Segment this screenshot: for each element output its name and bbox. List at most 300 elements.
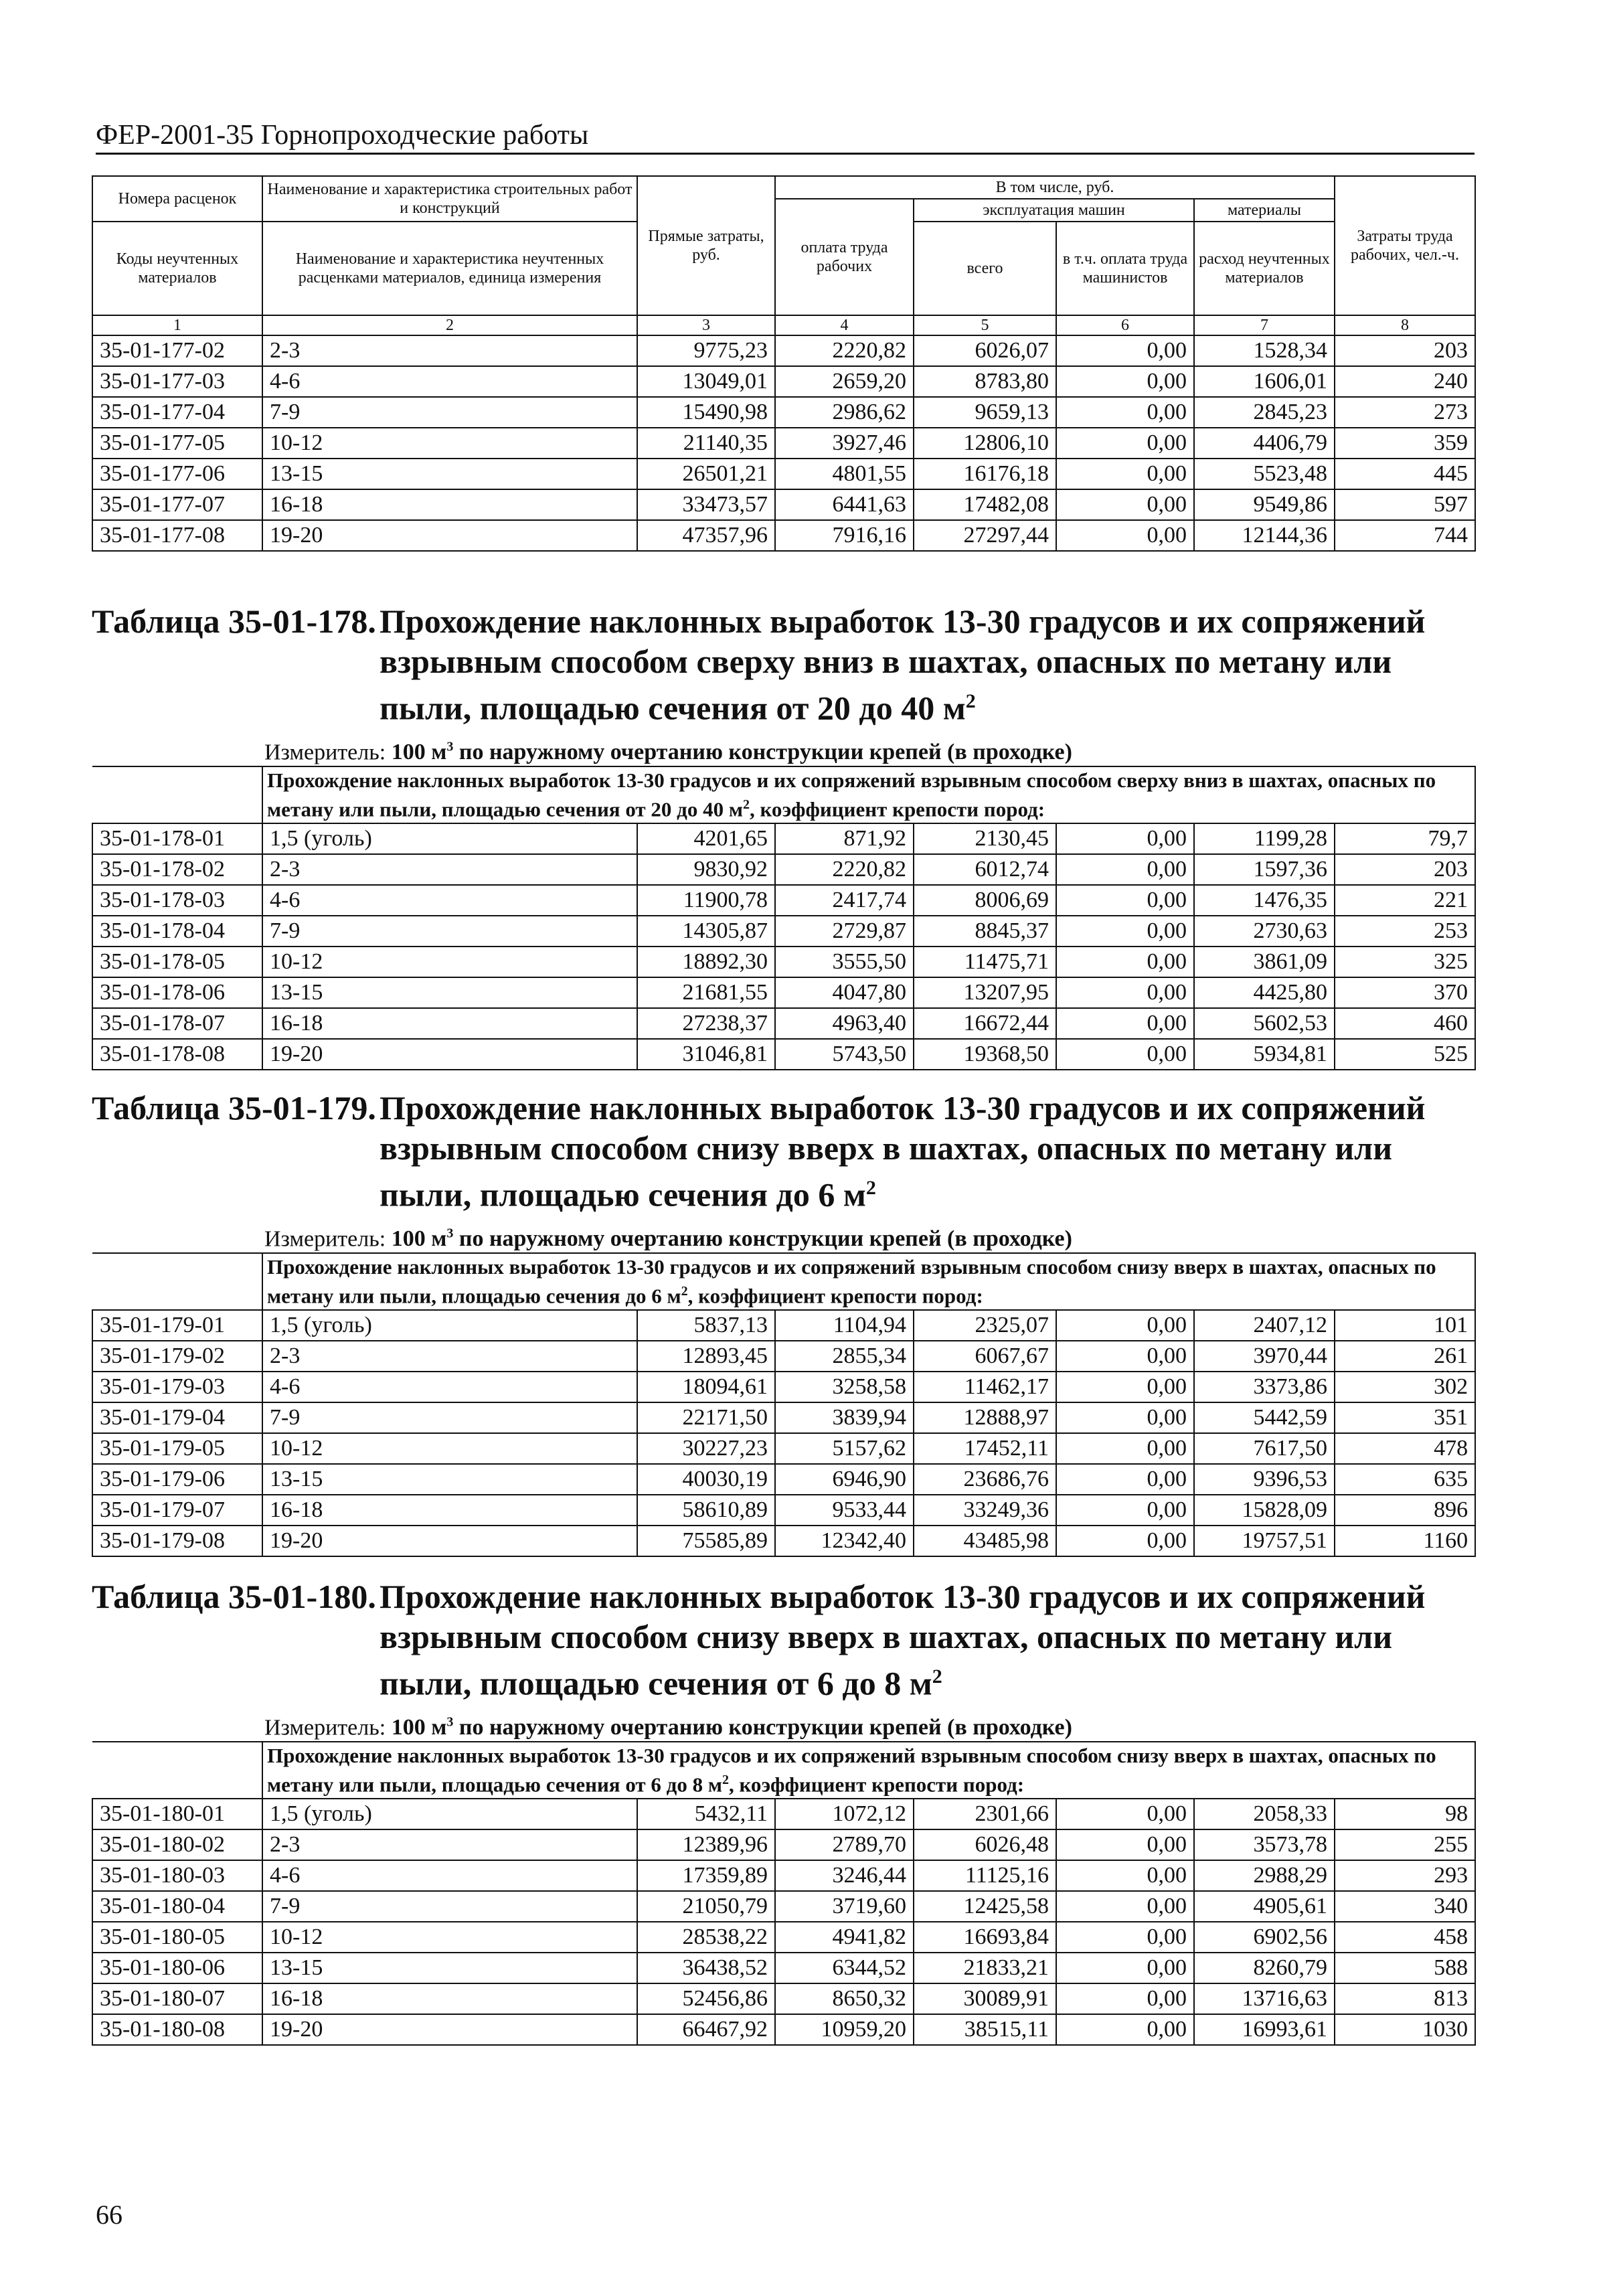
title-line: Прохождение наклонных выработок 13-30 градусов и их сопряжений [380,1089,1426,1127]
hdr-unaccounted-materials: расход неучтенных материалов [1194,222,1335,315]
cost-value: 3373,86 [1194,1372,1335,1402]
rock-hardness: 16-18 [262,489,637,520]
rate-code: 35-01-178-04 [92,916,262,947]
cost-value: 16176,18 [914,459,1056,489]
cost-value: 253 [1335,916,1475,947]
cost-value: 27238,37 [637,1008,775,1039]
cost-value: 0,00 [1056,1433,1194,1464]
cost-value: 1030 [1335,2014,1475,2045]
rate-code: 35-01-177-06 [92,459,262,489]
rate-code: 35-01-179-06 [92,1464,262,1495]
title-sup: 2 [932,1665,942,1688]
cost-value: 0,00 [1056,335,1194,366]
meter-value: 100 м [391,739,447,764]
cost-value: 17482,08 [914,489,1056,520]
table-row [92,2014,1475,2045]
colnum: 7 [1194,315,1335,335]
rate-code: 35-01-180-08 [92,2014,262,2045]
cost-value: 0,00 [1056,885,1194,916]
rate-code: 35-01-177-02 [92,335,262,366]
cost-value: 9549,86 [1194,489,1335,520]
rock-hardness: 19-20 [262,1039,637,1070]
cost-value: 12893,45 [637,1341,775,1372]
rock-hardness: 1,5 (уголь) [262,1799,637,1829]
rock-hardness: 13-15 [262,977,637,1008]
rate-code: 35-01-179-07 [92,1495,262,1526]
title-line: взрывным способом снизу вверх в шахтах, опасных по метану или [380,1618,1393,1655]
cost-value: 458 [1335,1922,1475,1953]
cost-value: 0,00 [1056,1526,1194,1556]
rock-hardness: 4-6 [262,1860,637,1891]
cost-value: 8260,79 [1194,1953,1335,1983]
cost-value: 7617,50 [1194,1433,1335,1464]
intro-spacer [92,1253,262,1310]
cost-value: 9659,13 [914,397,1056,428]
rock-hardness: 19-20 [262,1526,637,1556]
cost-value: 203 [1335,335,1475,366]
cost-value: 0,00 [1056,854,1194,885]
data-table [92,1252,1476,1557]
cost-value: 40030,19 [637,1464,775,1495]
rate-code: 35-01-178-07 [92,1008,262,1039]
cost-value: 3861,09 [1194,947,1335,977]
rock-hardness: 4-6 [262,885,637,916]
cost-value: 0,00 [1056,520,1194,551]
rate-code: 35-01-180-05 [92,1922,262,1953]
cost-value: 14305,87 [637,916,775,947]
table-row [92,459,1475,489]
table-row [92,1953,1475,1983]
rate-code: 35-01-179-04 [92,1402,262,1433]
meter-rest: по наружному очертанию конструкции крепей (в проходке) [453,1714,1072,1740]
rock-hardness: 1,5 (уголь) [262,1310,637,1341]
meter-label: Измеритель: [264,739,386,764]
colnum: 8 [1335,315,1475,335]
title-line: Прохождение наклонных выработок 13-30 градусов и их сопряжений [380,1578,1426,1615]
table-intro: Прохождение наклонных выработок 13-30 градусов и их сопряжений взрывным способом снизу вверх в шахтах, опасных по метану или пыли, площадью сечения от 6 до 8 $м^2$, коэффициент крепости пород: [262,1742,1475,1799]
cost-value: 0,00 [1056,977,1194,1008]
cost-value: 2729,87 [775,916,914,947]
cost-value: 11900,78 [637,885,775,916]
cost-value: 4963,40 [775,1008,914,1039]
rate-code: 35-01-178-05 [92,947,262,977]
table-row [92,366,1475,397]
cost-value: 0,00 [1056,947,1194,977]
table-intro: Прохождение наклонных выработок 13-30 градусов и их сопряжений взрывным способом снизу вверх в шахтах, опасных по метану или пыли, площадью сечения до 6 $м^2$, коэффициент крепости пород: [262,1253,1475,1310]
rock-hardness: 7-9 [262,1891,637,1922]
cost-value: 16993,61 [1194,2014,1335,2045]
cost-value: 221 [1335,885,1475,916]
rate-code: 35-01-177-07 [92,489,262,520]
rate-code: 35-01-178-06 [92,977,262,1008]
cost-value: 17452,11 [914,1433,1056,1464]
cost-value: 8783,80 [914,366,1056,397]
cost-value: 273 [1335,397,1475,428]
cost-value: 6441,63 [775,489,914,520]
hdr-machines-total: всего [914,222,1056,315]
cost-value: 0,00 [1056,1464,1194,1495]
cost-value: 9396,53 [1194,1464,1335,1495]
data-table [92,766,1476,1070]
cost-value: 5442,59 [1194,1402,1335,1433]
cost-value: 0,00 [1056,489,1194,520]
cost-value: 19757,51 [1194,1526,1335,1556]
table-35-01-177 [92,175,1475,552]
cost-value: 1528,34 [1194,335,1335,366]
meter-value: 100 м [391,1714,447,1740]
cost-value: 359 [1335,428,1475,459]
cost-value: 1104,94 [775,1310,914,1341]
rate-code: 35-01-179-01 [92,1310,262,1341]
cost-value: 0,00 [1056,823,1194,854]
cost-value: 26501,21 [637,459,775,489]
cost-value: 340 [1335,1891,1475,1922]
colnum: 1 [92,315,262,335]
cost-value: 12389,96 [637,1829,775,1860]
cost-value: 21681,55 [637,977,775,1008]
cost-value: 0,00 [1056,428,1194,459]
rock-hardness: 10-12 [262,428,637,459]
rate-code: 35-01-179-03 [92,1372,262,1402]
table-row [92,854,1475,885]
cost-value: 98 [1335,1799,1475,1829]
cost-value: 597 [1335,489,1475,520]
column-numbers [92,315,1475,335]
cost-value: 11462,17 [914,1372,1056,1402]
section-title [92,1576,1475,1704]
table-row [92,916,1475,947]
meter-sup: 3 [446,1714,454,1730]
cost-value: 1597,36 [1194,854,1335,885]
cost-value: 5934,81 [1194,1039,1335,1070]
meter-value: 100 м [391,1226,447,1251]
rate-code: 35-01-180-07 [92,1983,262,2014]
table-intro: Прохождение наклонных выработок 13-30 градусов и их сопряжений взрывным способом сверху вниз в шахтах, опасных по метану или пыли, площадью сечения от 20 до 40 $м^2$, коэффициент крепости пород: [262,766,1475,823]
table-row [92,1433,1475,1464]
cost-value: 8650,32 [775,1983,914,2014]
hdr-machinists-wage: в т.ч. оплата труда машинистов [1056,222,1194,315]
colnum: 3 [637,315,775,335]
rock-hardness: 10-12 [262,1433,637,1464]
cost-value: 6946,90 [775,1464,914,1495]
cost-value: 2058,33 [1194,1799,1335,1829]
cost-value: 11475,71 [914,947,1056,977]
rate-code: 35-01-178-01 [92,823,262,854]
rock-hardness: 2-3 [262,1341,637,1372]
cost-value: 6012,74 [914,854,1056,885]
cost-value: 0,00 [1056,1953,1194,1983]
table-row [92,1922,1475,1953]
hdr-direct-costs: Прямые затраты, руб. [637,176,775,315]
cost-value: 17359,89 [637,1860,775,1891]
table-row [92,1402,1475,1433]
table-row [92,520,1475,551]
cost-value: 4406,79 [1194,428,1335,459]
cost-value: 0,00 [1056,1341,1194,1372]
rate-code: 35-01-180-04 [92,1891,262,1922]
cost-value: 12342,40 [775,1526,914,1556]
cost-value: 0,00 [1056,916,1194,947]
cost-value: 12425,58 [914,1891,1056,1922]
table-row [92,1464,1475,1495]
cost-value: 255 [1335,1829,1475,1860]
cost-value: 75585,89 [637,1526,775,1556]
rate-code: 35-01-180-06 [92,1953,262,1983]
cost-value: 744 [1335,520,1475,551]
rock-hardness: 13-15 [262,459,637,489]
rate-code: 35-01-177-05 [92,428,262,459]
unit-of-measure [264,1220,1475,1252]
cost-value: 22171,50 [637,1402,775,1433]
hdr-codes-bottom: Коды неучтенных материалов [92,222,262,315]
hdr-incl: В том числе, руб. [775,176,1335,199]
rock-hardness: 2-3 [262,335,637,366]
cost-value: 896 [1335,1495,1475,1526]
rock-hardness: 4-6 [262,366,637,397]
intro-spacer [92,1742,262,1799]
cost-value: 21140,35 [637,428,775,459]
cost-value: 6026,48 [914,1829,1056,1860]
rate-code: 35-01-177-03 [92,366,262,397]
cost-value: 2988,29 [1194,1860,1335,1891]
colnum: 2 [262,315,637,335]
cost-value: 4941,82 [775,1922,914,1953]
section-title [92,1088,1475,1215]
cost-value: 478 [1335,1433,1475,1464]
rate-code: 35-01-178-03 [92,885,262,916]
rock-hardness: 19-20 [262,2014,637,2045]
cost-value: 19368,50 [914,1039,1056,1070]
rock-hardness: 7-9 [262,1402,637,1433]
cost-value: 52456,86 [637,1983,775,2014]
title-line: Прохождение наклонных выработок 13-30 градусов и их сопряжений [380,602,1426,640]
cost-value: 1476,35 [1194,885,1335,916]
cost-value: 4905,61 [1194,1891,1335,1922]
cost-value: 3927,46 [775,428,914,459]
table-row [92,947,1475,977]
cost-value: 3573,78 [1194,1829,1335,1860]
title-line: пыли, площадью сечения от 20 до 40 м [380,689,966,727]
cost-value: 6344,52 [775,1953,914,1983]
cost-value: 1160 [1335,1526,1475,1556]
data-table [92,1741,1476,2046]
title-sup: 2 [965,690,976,712]
hdr-name-top: Наименование и характеристика строительных работ и конструкций [262,176,637,222]
rock-hardness: 13-15 [262,1953,637,1983]
hdr-labor: Затраты труда рабочих, чел.-ч. [1335,176,1475,315]
cost-value: 23686,76 [914,1464,1056,1495]
rock-hardness: 2-3 [262,854,637,885]
table-35-01-179 [92,1088,1475,1557]
cost-value: 0,00 [1056,459,1194,489]
table-number: Таблица 35-01-178. [92,602,376,640]
cost-value: 12144,36 [1194,520,1335,551]
cost-value: 13207,95 [914,977,1056,1008]
cost-value: 1606,01 [1194,366,1335,397]
meter-rest: по наружному очертанию конструкции крепей (в проходке) [453,739,1072,764]
cost-value: 0,00 [1056,1372,1194,1402]
cost-value: 79,7 [1335,823,1475,854]
table-row [92,1039,1475,1070]
cost-value: 3839,94 [775,1402,914,1433]
cost-value: 8845,37 [914,916,1056,947]
cost-value: 13716,63 [1194,1983,1335,2014]
cost-value: 3970,44 [1194,1341,1335,1372]
cost-value: 525 [1335,1039,1475,1070]
cost-value: 66467,92 [637,2014,775,2045]
title-sup: 2 [865,1177,876,1199]
cost-value: 9830,92 [637,854,775,885]
table-row [92,1341,1475,1372]
table-row [92,1008,1475,1039]
cost-value: 11125,16 [914,1860,1056,1891]
hdr-codes-top: Номера расценок [92,176,262,222]
hdr-materials: материалы [1194,199,1335,222]
rate-code: 35-01-179-05 [92,1433,262,1464]
cost-value: 2301,66 [914,1799,1056,1829]
running-head: ФЕР-2001-35 Горнопроходческие работы [96,119,1475,155]
table-35-01-178 [92,601,1475,1070]
title-line: взрывным способом снизу вверх в шахтах, опасных по метану или [380,1129,1393,1167]
cost-value: 0,00 [1056,1039,1194,1070]
cost-value: 4047,80 [775,977,914,1008]
cost-value: 5743,50 [775,1039,914,1070]
cost-value: 2855,34 [775,1341,914,1372]
cost-value: 240 [1335,366,1475,397]
rock-hardness: 1,5 (уголь) [262,823,637,854]
rate-code: 35-01-178-02 [92,854,262,885]
cost-value: 2986,62 [775,397,914,428]
cost-value: 203 [1335,854,1475,885]
cost-value: 36438,52 [637,1953,775,1983]
cost-value: 2659,20 [775,366,914,397]
table-row [92,1891,1475,1922]
cost-value: 0,00 [1056,2014,1194,2045]
cost-value: 460 [1335,1008,1475,1039]
hdr-machines: эксплуатация машин [914,199,1194,222]
hdr-wage: оплата труда рабочих [775,199,914,315]
cost-value: 0,00 [1056,1860,1194,1891]
rate-code: 35-01-180-02 [92,1829,262,1860]
cost-value: 325 [1335,947,1475,977]
cost-value: 4201,65 [637,823,775,854]
cost-value: 0,00 [1056,1495,1194,1526]
cost-value: 5523,48 [1194,459,1335,489]
colnum: 5 [914,315,1056,335]
cost-value: 38515,11 [914,2014,1056,2045]
cost-value: 5837,13 [637,1310,775,1341]
cost-value: 4425,80 [1194,977,1335,1008]
cost-value: 2407,12 [1194,1310,1335,1341]
table-row [92,335,1475,366]
section-title [92,601,1475,728]
cost-value: 1072,12 [775,1799,914,1829]
title-line: пыли, площадью сечения до 6 м [380,1175,866,1214]
cost-value: 0,00 [1056,1402,1194,1433]
cost-value: 6902,56 [1194,1922,1335,1953]
cost-value: 7916,16 [775,520,914,551]
cost-value: 3258,58 [775,1372,914,1402]
cost-value: 813 [1335,1983,1475,2014]
cost-value: 2220,82 [775,854,914,885]
rate-code: 35-01-180-03 [92,1860,262,1891]
cost-value: 6067,67 [914,1341,1056,1372]
table-row [92,1983,1475,2014]
table-row [92,823,1475,854]
cost-value: 0,00 [1056,1983,1194,2014]
cost-value: 15490,98 [637,397,775,428]
page-number: 66 [96,2200,122,2230]
cost-value: 21833,21 [914,1953,1056,1983]
table-row [92,1860,1475,1891]
cost-value: 2730,63 [1194,916,1335,947]
cost-value: 0,00 [1056,1922,1194,1953]
cost-value: 3555,50 [775,947,914,977]
table-row [92,885,1475,916]
rate-code: 35-01-179-08 [92,1526,262,1556]
title-line: взрывным способом сверху вниз в шахтах, опасных по метану или [380,643,1392,680]
cost-value: 351 [1335,1402,1475,1433]
table-number: Таблица 35-01-180. [92,1578,376,1615]
rate-code: 35-01-179-02 [92,1341,262,1372]
cost-value: 16672,44 [914,1008,1056,1039]
cost-value: 101 [1335,1310,1475,1341]
cost-value: 27297,44 [914,520,1056,551]
cost-value: 1199,28 [1194,823,1335,854]
cost-value: 43485,98 [914,1526,1056,1556]
table-row [92,1526,1475,1556]
cost-value: 2220,82 [775,335,914,366]
table-row [92,1310,1475,1341]
rock-hardness: 7-9 [262,397,637,428]
cost-value: 18094,61 [637,1372,775,1402]
cost-value: 2130,45 [914,823,1056,854]
cost-value: 261 [1335,1341,1475,1372]
table-row [92,397,1475,428]
cost-value: 47357,96 [637,520,775,551]
cost-value: 2325,07 [914,1310,1056,1341]
cost-value: 15828,09 [1194,1495,1335,1526]
cost-value: 588 [1335,1953,1475,1983]
rock-hardness: 7-9 [262,916,637,947]
rock-hardness: 16-18 [262,1983,637,2014]
cost-value: 0,00 [1056,397,1194,428]
hdr-name-bottom: Наименование и характеристика неучтенных расценками материалов, единица измерения [262,222,637,315]
cost-value: 6026,07 [914,335,1056,366]
header-table [92,175,1476,552]
cost-value: 21050,79 [637,1891,775,1922]
cost-value: 0,00 [1056,366,1194,397]
table-row [92,1372,1475,1402]
meter-rest: по наружному очертанию конструкции крепей (в проходке) [453,1226,1072,1251]
cost-value: 16693,84 [914,1922,1056,1953]
cost-value: 370 [1335,977,1475,1008]
cost-value: 12888,97 [914,1402,1056,1433]
table-row [92,1829,1475,1860]
cost-value: 0,00 [1056,1008,1194,1039]
cost-value: 871,92 [775,823,914,854]
rock-hardness: 19-20 [262,520,637,551]
cost-value: 302 [1335,1372,1475,1402]
meter-sup: 3 [446,739,454,754]
cost-value: 5157,62 [775,1433,914,1464]
cost-value: 0,00 [1056,1799,1194,1829]
rock-hardness: 10-12 [262,947,637,977]
rock-hardness: 16-18 [262,1495,637,1526]
cost-value: 293 [1335,1860,1475,1891]
rock-hardness: 13-15 [262,1464,637,1495]
rock-hardness: 16-18 [262,1008,637,1039]
